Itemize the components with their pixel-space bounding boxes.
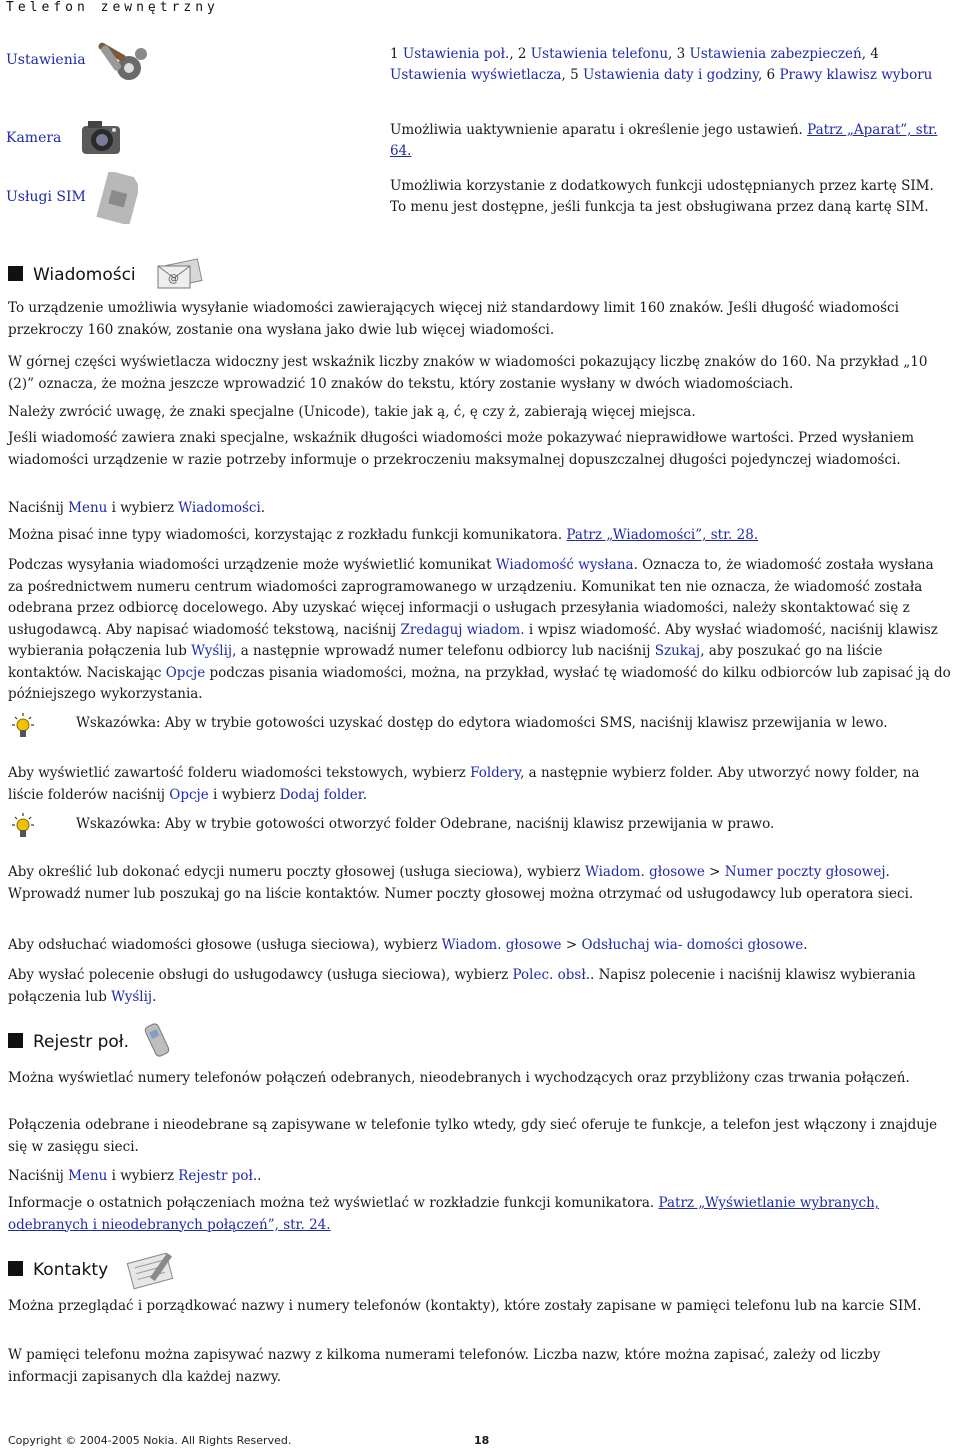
link-ustawienia-wyswietlacza[interactable]: Ustawienia wyświetlacza xyxy=(390,67,562,83)
paragraph: W pamięci telefonu można zapisywać nazwy z kilkoma numerami telefonów. Liczba nazw, które można zapisać, zależy od liczby informacji zapisanych dla każdej nazwy. xyxy=(8,1347,881,1385)
sidebar-label-ustawienia: Ustawienia xyxy=(6,52,86,68)
paragraph: W górnej części wyświetlacza widoczny jest wskaźnik liczby znaków w wiadomości pokazujący liczbę znaków do 160. Na przykład „10 (2)” oznacza, że można jeszcze wprowadzić 10 znaków do tekstu, który zostanie wysłany w dwóch wiadomościach. xyxy=(8,354,928,392)
section-wiadomosci xyxy=(8,265,136,285)
footer-copyright: Copyright © 2004-2005 Nokia. All Rights Reserved. xyxy=(8,1434,292,1447)
paragraph: Połączenia odebrane i nieodebrane są zapisywane w telefonie tylko wtedy, gdy sieć oferuje te funkcje, a telefon jest włączony i znajduje się w zasięgu sieci. xyxy=(8,1117,938,1155)
paragraph: Naciśnij Menu i wybierz Rejestr poł.. xyxy=(8,1168,262,1184)
kamera-description: Umożliwia uaktywnienie aparatu i określenie jego ustawień. Patrz „Aparat”, str. 64. xyxy=(390,122,938,159)
lightbulb-icon xyxy=(10,812,36,842)
page-header: Telefon zewnętrzny xyxy=(6,0,219,15)
tip: Wskazówka: Aby w trybie gotowości otworzyć folder Odebrane, naciśnij klawisz przewijania w prawo. xyxy=(76,816,775,832)
messages-envelope-icon xyxy=(154,258,204,292)
paragraph: Jeśli wiadomość zawiera znaki specjalne, wskaźnik długości wiadomości może pokazywać nieprawidłowe wartości. Przed wysłaniem wiadomości urządzenie w razie potrzeby informuje o przekroczeniu maksymalnej dopuszczalnej długości pojedynczej wiadomości. xyxy=(8,430,915,468)
paragraph: Aby wysłać polecenie obsługi do usługodawcy (usługa sieciowa), wybierz Polec. obsł.. Napisz polecenie i naciśnij klawisz wybierania połączenia lub Wyślij. xyxy=(8,967,916,1005)
section-kontakty xyxy=(8,1260,108,1280)
paragraph: Podczas wysyłania wiadomości urządzenie może wyświetlić komunikat Wiadomość wysłana. Oznacza to, że wiadomość została wysłana za pośrednictwem numeru centrum wiadomości zaprogramowanego w urządzeniu. Komunikat ten nie oznacza, że wiadomość została odebrana przez odbiorcę docelowego. Aby uzyskać więcej informacji o usługach przesyłania wiadomości, należy skontaktować się z usługodawcą. Aby napisać wiadomość tekstową, naciśnij Zredaguj wiadom. i wpisz wiadomość. Aby wysłać wiadomość, naciśnij klawisz wybierania połączenia lub Wyślij, a następnie wprowadź numer telefonu odbiorcy lub naciśnij Szukaj, aby poszukać go na liście kontaktów. Naciskając Opcje podczas pisania wiadomości, można, na przykład, wysłać tę wiadomość do kilku odbiorców lub zapisać ją do późniejszego wykorzystania. xyxy=(8,557,951,702)
sim-card-icon xyxy=(94,172,138,224)
paragraph: Aby odsłuchać wiadomości głosowe (usługa sieciowa), wybierz Wiadom. głosowe > Odsłuchaj wia- domości głosowe. xyxy=(8,937,808,953)
link-wyswietlanie[interactable]: Patrz „Wyświetlanie wybranych, odebranych i nieodebranych połączeń”, str. 24. xyxy=(8,1195,880,1233)
section-rejestr xyxy=(8,1032,129,1052)
sim-description: Umożliwia korzystanie z dodatkowych funkcji udostępnianych przez kartę SIM. To menu jest dostępne, jeśli funkcja ta jest obsługiwana przez daną kartę SIM. xyxy=(390,178,934,215)
tip: Wskazówka: Aby w trybie gotowości uzyskać dostęp do edytora wiadomości SMS, naciśnij klawisz przewijania w lewo. xyxy=(76,715,888,731)
paragraph: Informacje o ostatnich połączeniach można też wyświetlać w rozkładzie funkcji komunikatora. Patrz „Wyświetlanie wybranych, odebranych i nieodebranych połączeń”, str. 24. xyxy=(8,1195,880,1233)
lightbulb-icon xyxy=(10,712,36,742)
paragraph: Można wyświetlać numery telefonów połączeń odebranych, nieodebranych i wychodzących oraz przybliżony czas trwania połączeń. xyxy=(8,1070,910,1086)
page-number: 18 xyxy=(474,1434,490,1447)
menu-item-keyword: Wiadomości xyxy=(178,500,261,516)
sidebar-label-uslugi-sim: Usługi SIM xyxy=(6,189,86,205)
section-title: Rejestr poł. xyxy=(33,1032,130,1052)
link-ustawienia-pol[interactable]: Ustawienia poł. xyxy=(402,46,510,62)
link-prawy-klawisz[interactable]: Prawy klawisz wyboru xyxy=(779,67,933,83)
tip-label: Wskazówka: xyxy=(76,816,161,832)
camera-icon xyxy=(80,116,122,160)
svg-text:@: @ xyxy=(168,272,179,285)
ustawienia-description: 1 Ustawienia poł., 2 Ustawienia telefonu, 3 Ustawienia zabezpieczeń, 4 Ustawienia wyświetlacza, 5 Ustawienia daty i godziny, 6 Prawy klawisz wyboru xyxy=(390,46,933,83)
paragraph: Można przeglądać i porządkować nazwy i numery telefonów (kontakty), które zostały zapisane w pamięci telefonu lub na karcie SIM. xyxy=(8,1298,922,1314)
phone-handset-icon xyxy=(142,1022,176,1060)
paragraph: Naciśnij Menu i wybierz Wiadomości. xyxy=(8,500,266,516)
link-wiadomosci[interactable]: Patrz „Wiadomości”, str. 28. xyxy=(566,527,759,543)
link-ustawienia-telefonu[interactable]: Ustawienia telefonu xyxy=(530,46,669,62)
tip-label: Wskazówka: xyxy=(76,715,161,731)
menu-keyword: Menu xyxy=(68,500,108,516)
link-ustawienia-zabezpieczen[interactable]: Ustawienia zabezpieczeń xyxy=(689,46,862,62)
link-ustawienia-daty[interactable]: Ustawienia daty i godziny xyxy=(582,67,758,83)
section-title: Kontakty xyxy=(33,1260,109,1280)
paragraph: Należy zwrócić uwagę, że znaki specjalne (Unicode), takie jak ą, ć, ę czy ż, zabierają więcej miejsca. xyxy=(8,404,696,420)
paragraph: Aby wyświetlić zawartość folderu wiadomości tekstowych, wybierz Foldery, a następnie wybierz folder. Aby utworzyć nowy folder, na liście folderów naciśnij Opcje i wybierz Dodaj folder. xyxy=(8,765,920,803)
contacts-book-icon xyxy=(124,1250,180,1290)
link-aparat[interactable]: Patrz „Aparat”, str. 64. xyxy=(390,122,938,159)
paragraph: Można pisać inne typy wiadomości, korzystając z rozkładu funkcji komunikatora. Patrz „Wiadomości”, str. 28. xyxy=(8,527,759,543)
paragraph: To urządzenie umożliwia wysyłanie wiadomości zawierających więcej niż standardowy limit 160 znaków. Jeśli długość wiadomości przekroczy 160 znaków, zostanie ona wysłana jako dwie lub więcej wiadomości. xyxy=(8,300,899,338)
sidebar-label-kamera: Kamera xyxy=(6,130,62,146)
settings-tools-icon xyxy=(93,42,149,82)
paragraph: Aby określić lub dokonać edycji numeru poczty głosowej (usługa sieciowa), wybierz Wiadom. głosowe > Numer poczty głosowej. Wprowadź numer lub poszukaj go na liście kontaktów. Numer poczty głosowej można otrzymać od usługodawcy lub operatora sieci. xyxy=(8,864,914,902)
section-title: Wiadomości xyxy=(33,265,136,285)
